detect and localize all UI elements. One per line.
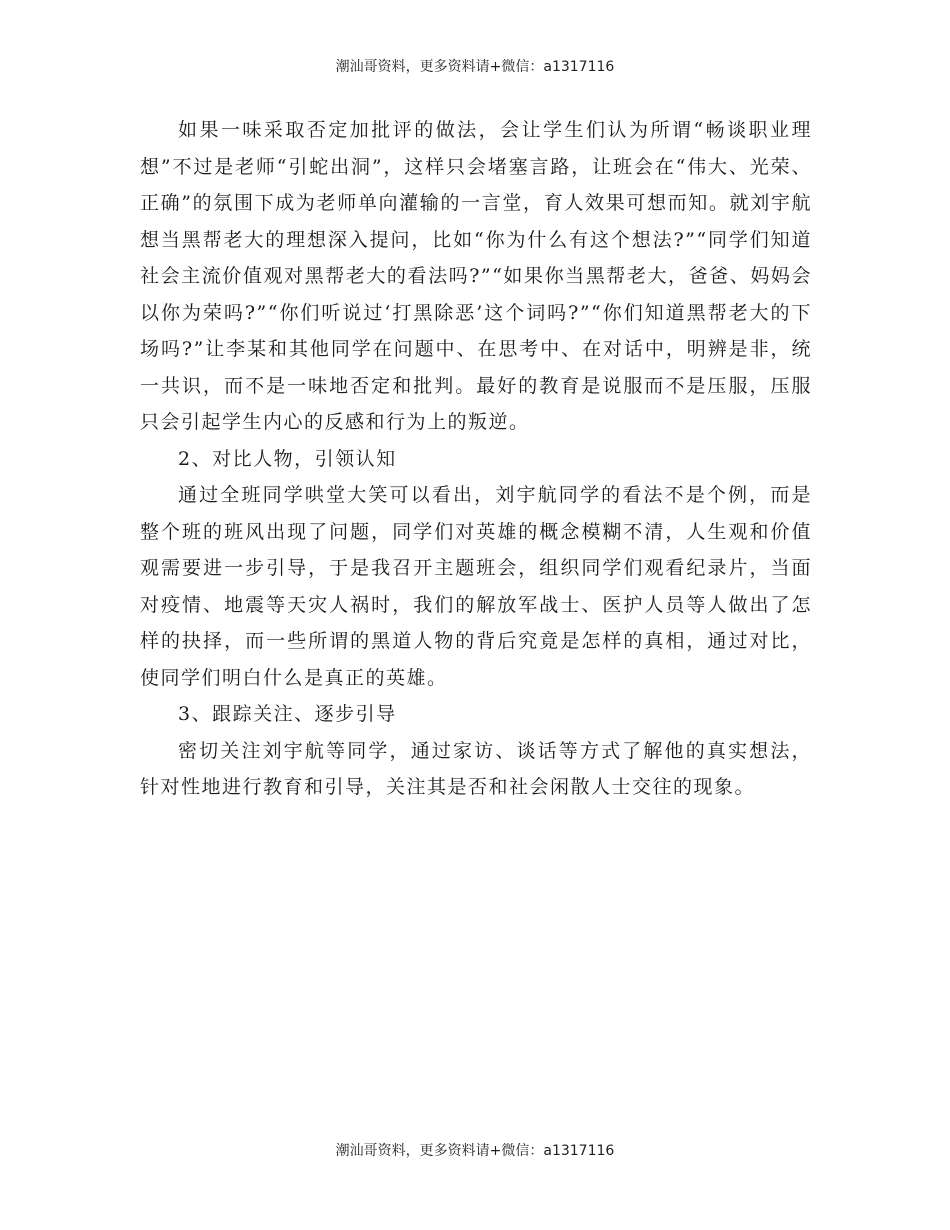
paragraph-3: 密切关注刘宇航等同学，通过家访、谈话等方式了解他的真实想法，针对性地进行教育和引导，关注其是否和社会闲散人士交往的现象。 — [140, 739, 812, 798]
paragraph-1: 如果一味采取否定加批评的做法，会让学生们认为所谓“畅谈职业理想”不过是老师“引蛇出洞”，这样只会堵塞言路，让班会在“伟大、光荣、正确”的氛围下成为老师单向灌输的一言堂，育人效果可想而知。就刘宇航想当黑帮老大的理想深入提问，比如“你为什么有这个想法?”“同学们知道社会主流价值观对黑帮老大的看法吗?”“如果你当黑帮老大，爸爸、妈妈会以你为荣吗?”“你们听说过‘打黑除恶’这个词吗?”“你们知道黑帮老大的下场吗?”让李某和其他同学在问题中、在思考中、在对话中，明辨是非，统一共识，而不是一味地否定和批判。最好的教育是说服而不是压服，压服只会引起学生内心的反感和行为上的叛逆。 — [140, 119, 812, 433]
document-body — [140, 112, 812, 806]
section-heading-2: 2、对比人物，引领认知 — [178, 447, 397, 470]
page-footer: 潮汕哥资料，更多资料请+微信：a1317116 — [335, 1143, 615, 1159]
paragraph-2: 通过全班同学哄堂大笑可以看出，刘宇航同学的看法不是个例，而是整个班的班风出现了问题，同学们对英雄的概念模糊不清，人生观和价值观需要进一步引导，于是我召开主题班会，组织同学们观看纪录片，当面对疫情、地震等天灾人祸时，我们的解放军战士、医护人员等人做出了怎样的抉择，而一些所谓的黑道人物的背后究竟是怎样的真相，通过对比，使同学们明白什么是真正的英雄。 — [140, 484, 812, 689]
section-heading-3: 3、跟踪关注、逐步引导 — [178, 703, 397, 725]
page-header: 潮汕哥资料，更多资料请+微信：a1317116 — [335, 59, 615, 75]
